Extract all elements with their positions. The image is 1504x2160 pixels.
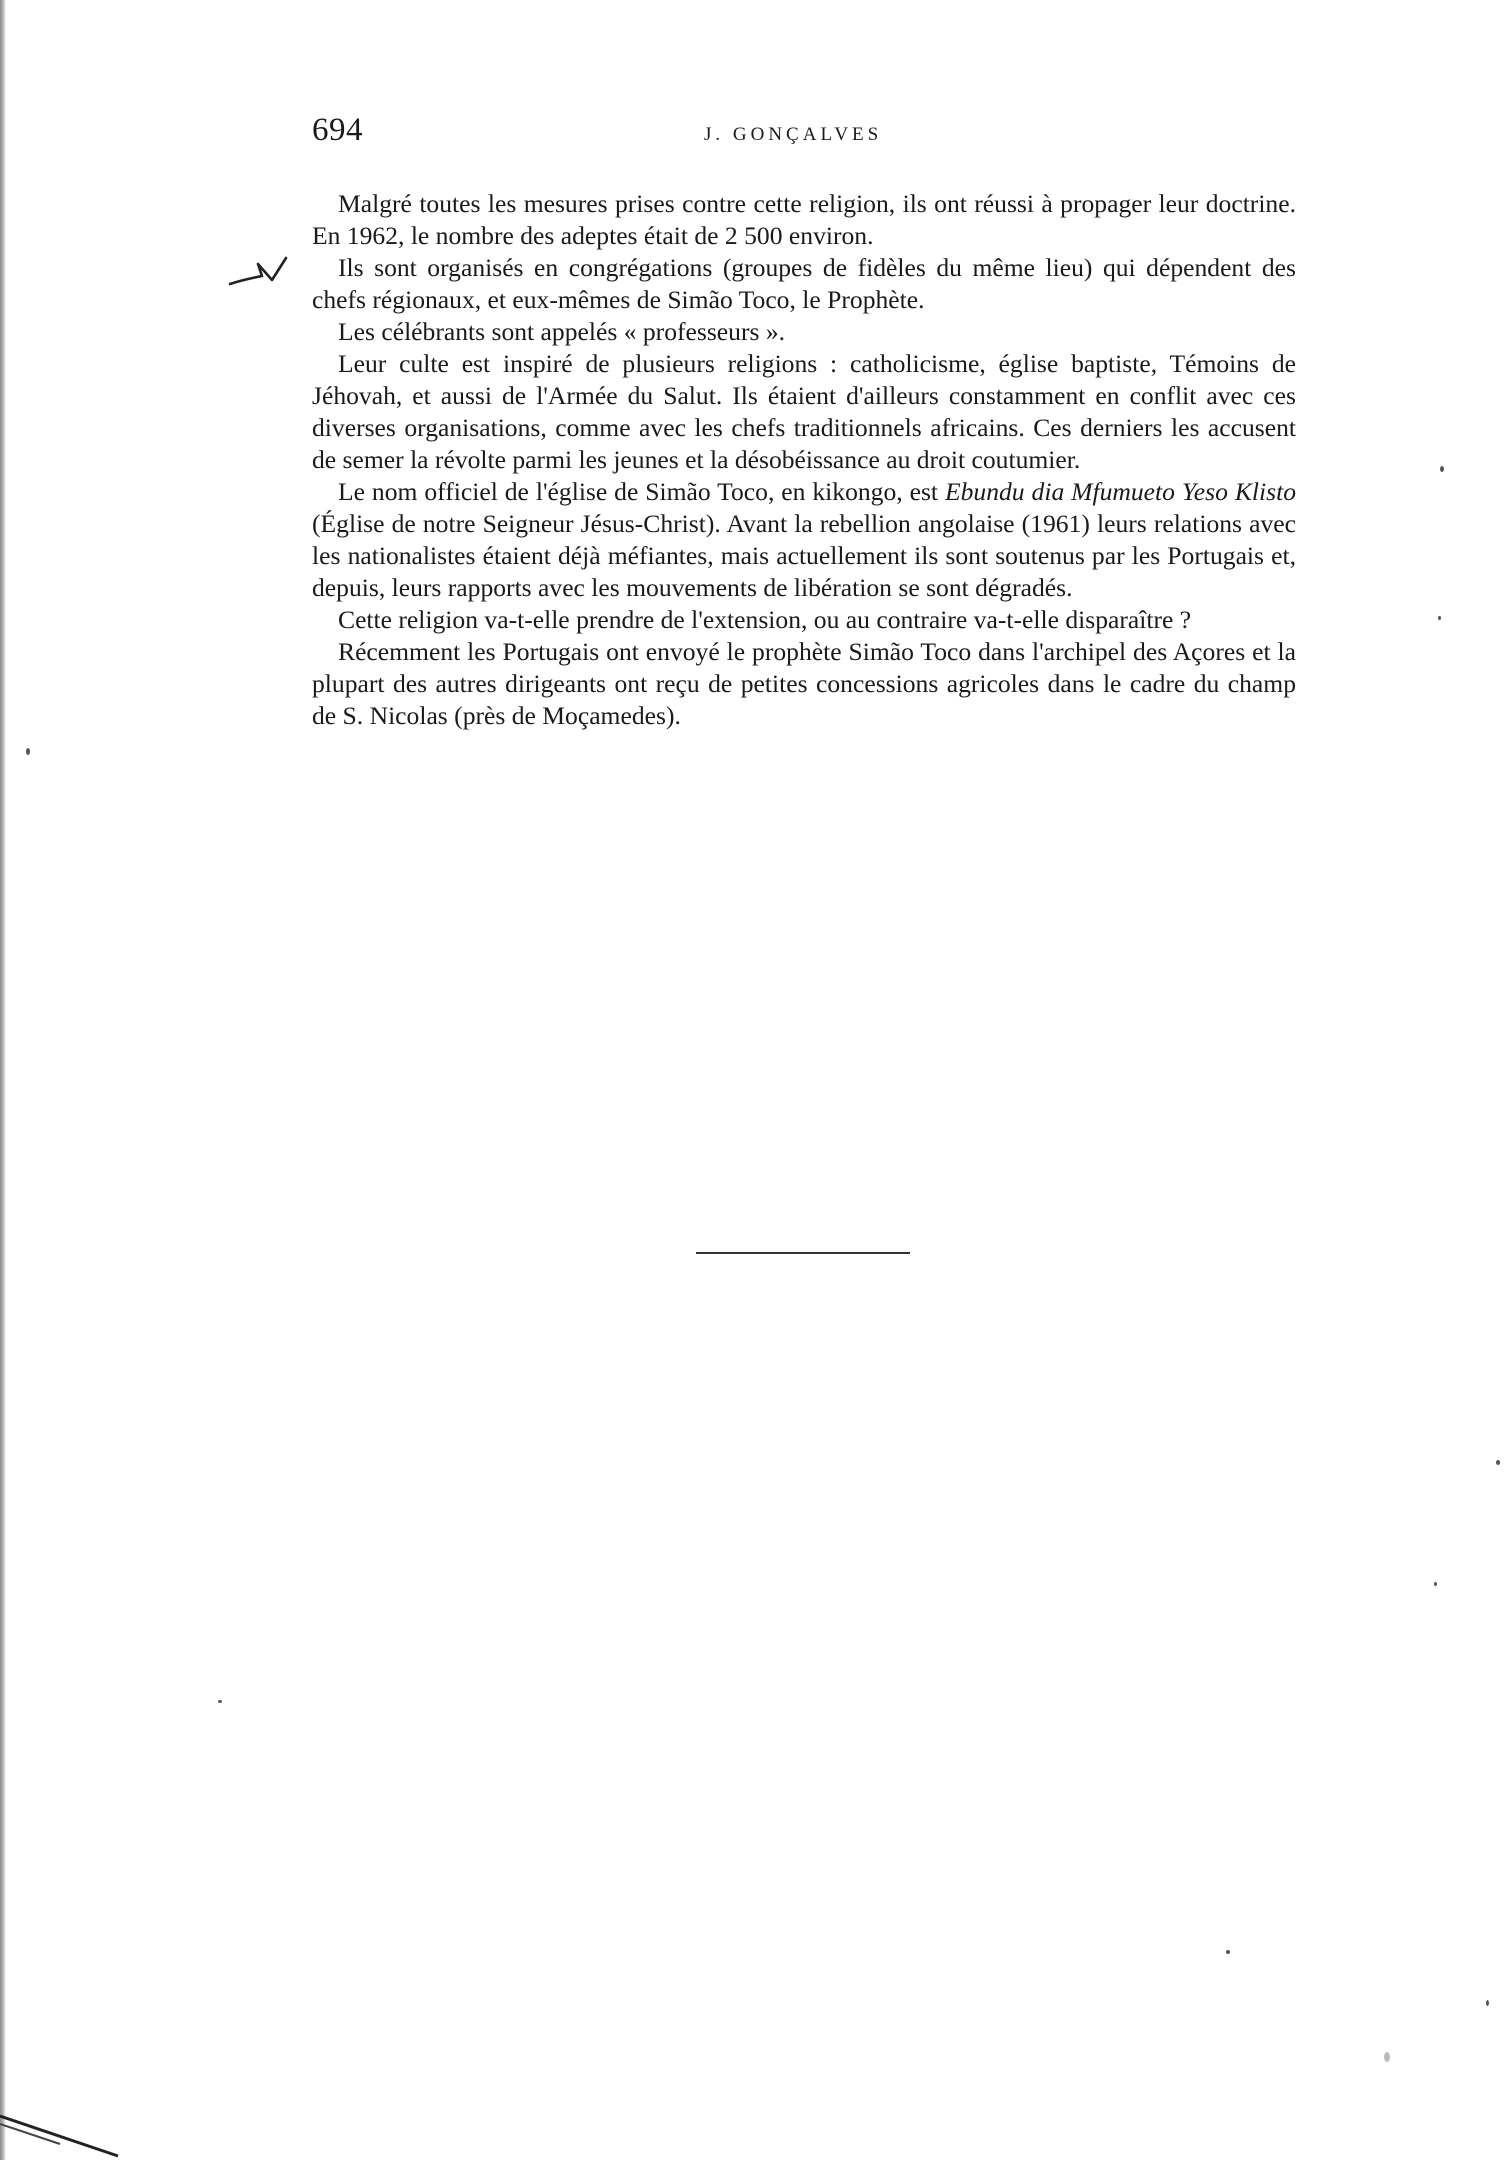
end-of-article-rule [696,1252,910,1254]
scan-speck [1434,1582,1437,1586]
paragraph-cult: Leur culte est inspiré de plusieurs religions : catholicisme, église baptiste, Témoins de Jéhovah, et aussi de l'Armée du Salut. Ils étaient d'ailleurs constamment en conflit avec ces diverses organisations, comme avec les chefs traditionnels africains. Ces derniers les accusent de semer la révolte parmi les jeunes et la désobéissance au droit coutumier. [312,349,1296,474]
scan-speck [1438,616,1441,620]
official-name-kikongo: Ebundu dia Mfumueto Yeso Klisto [944,477,1296,506]
handwritten-arrow-icon [228,254,290,292]
page-number: 694 [312,112,363,148]
scan-speck [218,1700,222,1703]
paragraph-official-name [312,476,1296,604]
running-head-author: J. GONÇALVES [704,124,883,145]
official-name-rest: (Église de notre Seigneur Jésus-Christ). Avant la rebellion angolaise (1961) leurs relations avec les nationalistes étaient déjà méfiantes, mais actuellement ils sont soutenus par les Portugais et, depuis, leurs rapports avec les mouvements de libération se sont dégradés. [312,509,1296,602]
article-body [312,188,1296,732]
scan-speck [1384,2052,1390,2062]
scan-speck [1440,466,1444,472]
paragraph-adherents: Malgré toutes les mesures prises contre cette religion, ils ont réussi à propager leur doctrine. En 1962, le nombre des adeptes était de 2 500 environ. [312,189,1296,250]
paragraph-question: Cette religion va-t-elle prendre de l'extension, ou au contraire va-t-elle disparaître ? [338,605,1192,634]
scan-speck [26,748,30,755]
scan-speck [1486,2000,1489,2006]
scan-left-edge [0,0,6,2160]
paragraph-recent: Récemment les Portugais ont envoyé le prophète Simão Toco dans l'archipel des Açores et la plupart des autres dirigeants ont reçu de petites concessions agricoles dans le cadre du champ de S. Nicolas (près de Moçamedes). [312,637,1296,730]
page-header [312,112,1312,162]
official-name-intro: Le nom officiel de l'église de Simão Toco, en kikongo, est [338,477,945,506]
scan-corner-mark [0,2080,130,2160]
scan-speck [1496,1460,1500,1465]
paragraph-organisation: Ils sont organisés en congrégations (groupes de fidèles du même lieu) qui dépendent des chefs régionaux, et eux-mêmes de Simão Toco, le Prophète. [312,253,1296,314]
scan-speck [1226,1950,1230,1954]
paragraph-celebrants: Les célébrants sont appelés « professeurs ». [338,317,786,346]
